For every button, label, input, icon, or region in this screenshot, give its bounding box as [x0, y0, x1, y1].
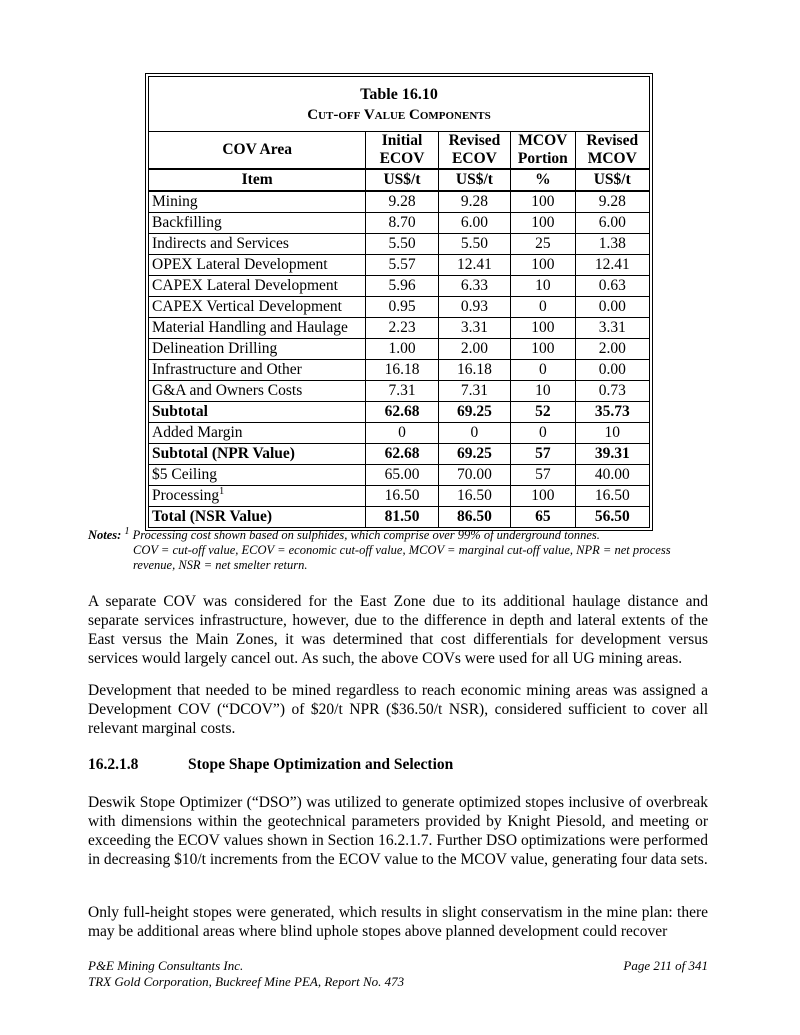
cell-item-text: Delineation Drilling — [152, 340, 278, 357]
table-row — [149, 381, 650, 402]
cell-item — [149, 318, 366, 339]
cell-mcov-portion — [511, 339, 575, 360]
paragraph-full-height-stopes: Only full-height stopes were generated, which results in slight conservatism in the mine plan: there may be additional areas where blind uphole stopes above planned development could recover — [88, 904, 708, 940]
cell-initial-ecov — [366, 444, 438, 465]
cell-revised-ecov — [438, 465, 510, 486]
cell-item — [149, 276, 366, 297]
cell-mcov-portion-text: 0 — [538, 298, 547, 315]
cell-revised-ecov — [438, 255, 510, 276]
cell-revised-mcov-text: 56.50 — [594, 508, 630, 525]
cell-mcov-portion-text: 25 — [535, 235, 551, 252]
cell-initial-ecov — [366, 423, 438, 444]
cell-item-text: Processing — [152, 487, 220, 504]
notes-line-2: COV = cut-off value, ECOV = economic cut-off value, MCOV = marginal cut-off value, NPR = net process — [133, 543, 671, 557]
cell-mcov-portion-text: 0 — [538, 361, 547, 378]
cell-initial-ecov — [366, 402, 438, 423]
cell-revised-mcov-text: 0.73 — [598, 382, 626, 399]
cell-mcov-portion — [511, 402, 575, 423]
cell-revised-mcov — [575, 213, 649, 234]
cell-mcov-portion — [511, 507, 575, 528]
cell-revised-mcov-text: 35.73 — [594, 403, 630, 420]
cell-revised-mcov-text: 16.50 — [594, 487, 630, 504]
cell-revised-mcov-text: 0.00 — [598, 361, 626, 378]
cell-item — [149, 423, 366, 444]
cell-initial-ecov-text: 0.95 — [388, 298, 416, 315]
header-text: MCOV — [518, 132, 568, 149]
footer-company: P&E Mining Consultants Inc. — [88, 958, 244, 973]
cell-mcov-portion-text: 100 — [531, 319, 555, 336]
header-mcov-portion — [511, 132, 575, 170]
cell-initial-ecov — [366, 486, 438, 507]
cell-item — [149, 381, 366, 402]
cell-mcov-portion-text: 10 — [535, 277, 551, 294]
cell-mcov-portion-text: 57 — [535, 466, 551, 483]
header-text: Revised — [448, 132, 501, 149]
cell-initial-ecov-text: 0 — [398, 424, 406, 441]
table-row — [149, 255, 650, 276]
header-text: ECOV — [452, 150, 497, 167]
table-row — [149, 297, 650, 318]
cell-revised-ecov — [438, 423, 510, 444]
notes-line-1 — [88, 525, 728, 543]
table-caption-number: Table 16.10 — [360, 86, 438, 103]
cell-initial-ecov-text: 8.70 — [388, 214, 416, 231]
table-row — [149, 318, 650, 339]
cell-item-text: Material Handling and Haulage — [152, 319, 348, 336]
cell-initial-ecov-text: 81.50 — [384, 508, 420, 525]
cell-mcov-portion — [511, 213, 575, 234]
cell-revised-ecov-text: 6.33 — [460, 277, 488, 294]
cell-item — [149, 234, 366, 255]
cell-revised-ecov-text: 7.31 — [460, 382, 488, 399]
cell-initial-ecov-text: 1.00 — [388, 340, 416, 357]
cell-revised-ecov — [438, 339, 510, 360]
table-row — [149, 486, 650, 507]
cell-item-text: CAPEX Vertical Development — [152, 298, 342, 315]
cell-revised-mcov — [575, 507, 649, 528]
cell-item-text: OPEX Lateral Development — [152, 256, 328, 273]
table-row — [149, 423, 650, 444]
cell-item — [149, 486, 366, 507]
cell-revised-mcov — [575, 360, 649, 381]
cell-revised-mcov — [575, 381, 649, 402]
cell-revised-mcov-text: 1.38 — [598, 235, 626, 252]
cell-revised-ecov-text: 16.50 — [456, 487, 492, 504]
cell-mcov-portion — [511, 297, 575, 318]
unit-item: Item — [149, 169, 366, 191]
cell-mcov-portion — [511, 255, 575, 276]
cell-initial-ecov — [366, 255, 438, 276]
cell-revised-mcov-text: 40.00 — [594, 466, 630, 483]
cell-revised-mcov-text: 0.00 — [598, 298, 626, 315]
cell-initial-ecov — [366, 360, 438, 381]
cell-revised-ecov-text: 9.28 — [460, 193, 488, 210]
cell-item-text: $5 Ceiling — [152, 466, 218, 483]
cell-item — [149, 191, 366, 213]
cell-revised-ecov-text: 16.18 — [456, 361, 492, 378]
cell-revised-ecov — [438, 234, 510, 255]
cell-revised-ecov — [438, 191, 510, 213]
cell-mcov-portion-text: 57 — [535, 445, 551, 462]
cell-initial-ecov-text: 7.31 — [388, 382, 416, 399]
cell-item — [149, 444, 366, 465]
header-text: Initial — [381, 132, 423, 149]
cut-off-value-table-frame — [145, 73, 653, 531]
cell-initial-ecov — [366, 276, 438, 297]
cell-initial-ecov-text: 2.23 — [388, 319, 416, 336]
table-body — [149, 191, 650, 528]
cell-mcov-portion-text: 0 — [538, 424, 547, 441]
cell-revised-ecov-text: 0 — [470, 424, 479, 441]
cell-item — [149, 465, 366, 486]
section-title: Stope Shape Optimization and Selection — [188, 756, 454, 773]
cell-item — [149, 297, 366, 318]
table-row — [149, 276, 650, 297]
header-revised-ecov — [438, 132, 510, 170]
table-row — [149, 507, 650, 528]
cell-revised-ecov-text: 70.00 — [456, 466, 492, 483]
cell-revised-ecov-text: 2.00 — [460, 340, 488, 357]
cell-revised-ecov — [438, 381, 510, 402]
table-caption-title: Cut-off Value Components — [307, 107, 491, 123]
cell-initial-ecov — [366, 191, 438, 213]
cell-revised-mcov-text: 9.28 — [598, 193, 626, 210]
header-initial-ecov — [366, 132, 438, 170]
cell-initial-ecov — [366, 381, 438, 402]
table-caption — [149, 77, 650, 132]
cell-mcov-portion — [511, 191, 575, 213]
cell-initial-ecov-text: 5.57 — [388, 256, 416, 273]
header-revised-mcov — [575, 132, 649, 170]
cell-mcov-portion-text: 10 — [535, 382, 551, 399]
unit-mcov-portion: % — [511, 169, 575, 191]
unit-initial-ecov: US$/t — [366, 169, 438, 191]
cell-item-text: CAPEX Lateral Development — [152, 277, 338, 294]
cell-mcov-portion — [511, 465, 575, 486]
cell-revised-ecov — [438, 444, 510, 465]
cell-revised-mcov-text: 39.31 — [594, 445, 630, 462]
cell-revised-mcov — [575, 297, 649, 318]
table-row — [149, 339, 650, 360]
cell-item — [149, 507, 366, 528]
cell-item-text: Mining — [152, 193, 198, 210]
cell-mcov-portion — [511, 444, 575, 465]
cell-mcov-portion — [511, 318, 575, 339]
notes-label: Notes: — [88, 528, 122, 542]
cell-revised-mcov-text: 6.00 — [598, 214, 626, 231]
table-row — [149, 213, 650, 234]
cell-revised-ecov — [438, 486, 510, 507]
cell-revised-ecov-text: 6.00 — [460, 214, 488, 231]
section-heading — [88, 756, 453, 774]
paragraph-east-zone: A separate COV was considered for the East Zone due to its additional haulage distance and separate services infrastructure, however, due to the difference in depth and lateral extents of the East versus the Main Zones, it was determined that cost differentials for development versus services would largely cancel out. As such, the above COVs were used for all UG mining areas. — [88, 593, 708, 667]
cell-revised-mcov — [575, 339, 649, 360]
header-cov-area: COV Area — [149, 132, 366, 170]
cell-revised-mcov — [575, 276, 649, 297]
cell-revised-ecov — [438, 402, 510, 423]
footnote-marker: 1 — [219, 485, 225, 497]
cell-revised-ecov — [438, 297, 510, 318]
cell-revised-ecov — [438, 276, 510, 297]
table-row — [149, 234, 650, 255]
cell-mcov-portion-text: 100 — [531, 193, 555, 210]
cell-initial-ecov-text: 62.68 — [384, 445, 420, 462]
cell-initial-ecov — [366, 339, 438, 360]
cell-revised-ecov-text: 69.25 — [456, 445, 492, 462]
cell-mcov-portion-text: 65 — [535, 508, 551, 525]
cell-item — [149, 213, 366, 234]
section-number: 16.2.1.8 — [88, 756, 139, 773]
table-row — [149, 402, 650, 423]
cell-initial-ecov — [366, 318, 438, 339]
cell-mcov-portion — [511, 360, 575, 381]
cell-mcov-portion — [511, 276, 575, 297]
cell-mcov-portion-text: 100 — [531, 214, 555, 231]
cell-initial-ecov — [366, 465, 438, 486]
unit-revised-ecov: US$/t — [438, 169, 510, 191]
cell-item-text: G&A and Owners Costs — [152, 382, 303, 399]
table-row — [149, 360, 650, 381]
cell-item-text: Indirects and Services — [152, 235, 289, 252]
cell-initial-ecov — [366, 234, 438, 255]
cell-initial-ecov-text: 16.50 — [384, 487, 420, 504]
notes-text-1: Processing cost shown based on sulphides, which comprise over 99% of underground tonnes. — [132, 528, 600, 542]
cell-mcov-portion-text: 100 — [531, 256, 555, 273]
cell-revised-mcov — [575, 234, 649, 255]
cell-revised-ecov — [438, 318, 510, 339]
cell-item-text: Subtotal — [152, 403, 208, 420]
cell-initial-ecov-text: 62.68 — [384, 403, 420, 420]
cell-mcov-portion-text: 100 — [531, 487, 555, 504]
cell-item — [149, 255, 366, 276]
cell-revised-ecov-text: 86.50 — [456, 508, 492, 525]
cell-revised-mcov — [575, 191, 649, 213]
cell-revised-mcov-text: 12.41 — [594, 256, 630, 273]
cell-item-text: Infrastructure and Other — [152, 361, 302, 378]
cell-revised-mcov — [575, 402, 649, 423]
table-row — [149, 465, 650, 486]
cell-revised-ecov — [438, 507, 510, 528]
cell-initial-ecov-text: 16.18 — [384, 361, 420, 378]
paragraph-dso: Deswik Stope Optimizer (“DSO”) was utilized to generate optimized stopes inclusive of overbreak with dimensions within the geotechnical parameters provided by Knight Piesold, and meeting or exceeding the ECOV values shown in Section 16.2.1.7. Further DSO optimizations were performed in decreasing $10/t increments from the ECOV value to the MCOV value, generating four data sets. — [88, 794, 708, 868]
cell-revised-mcov-text: 10 — [604, 424, 620, 441]
unit-revised-mcov: US$/t — [575, 169, 649, 191]
cell-initial-ecov-text: 9.28 — [388, 193, 416, 210]
page-footer — [88, 958, 708, 990]
cell-initial-ecov-text: 5.96 — [388, 277, 416, 294]
cell-item — [149, 339, 366, 360]
header-text: ECOV — [379, 150, 425, 167]
paragraph-development-cov: Development that needed to be mined regardless to reach economic mining areas was assigned a Development COV (“DCOV”) of $20/t NPR ($36.50/t NSR), considered sufficient to cover all relevant marginal costs. — [88, 682, 708, 737]
cell-mcov-portion — [511, 234, 575, 255]
cell-mcov-portion — [511, 423, 575, 444]
cell-item-text: Backfilling — [152, 214, 222, 231]
cell-mcov-portion-text: 100 — [531, 340, 555, 357]
cell-mcov-portion — [511, 486, 575, 507]
cell-revised-mcov — [575, 465, 649, 486]
cell-mcov-portion-text: 52 — [535, 403, 551, 420]
cell-initial-ecov — [366, 507, 438, 528]
cell-revised-ecov-text: 3.31 — [460, 319, 488, 336]
cell-revised-mcov — [575, 486, 649, 507]
table-row — [149, 191, 650, 213]
cell-initial-ecov-text: 65.00 — [384, 466, 420, 483]
cell-revised-mcov — [575, 255, 649, 276]
table-row — [149, 444, 650, 465]
notes-superscript: 1 — [124, 525, 130, 537]
cell-revised-mcov-text: 2.00 — [598, 340, 626, 357]
cell-revised-mcov-text: 0.63 — [598, 277, 626, 294]
cell-revised-ecov-text: 69.25 — [456, 403, 492, 420]
table-notes — [88, 525, 728, 573]
cell-item — [149, 402, 366, 423]
header-text: MCOV — [587, 150, 637, 167]
footer-report: TRX Gold Corporation, Buckreef Mine PEA, Report No. 473 — [88, 974, 405, 989]
cell-revised-ecov-text: 0.93 — [460, 298, 488, 315]
cell-item-text: Subtotal (NPR Value) — [152, 445, 295, 462]
notes-line-3: revenue, NSR = net smelter return. — [133, 558, 308, 572]
cell-initial-ecov — [366, 297, 438, 318]
header-text: Revised — [586, 132, 639, 149]
cut-off-value-table — [148, 76, 650, 528]
cell-revised-ecov — [438, 213, 510, 234]
cell-revised-mcov — [575, 423, 649, 444]
cell-item-text: Added Margin — [152, 424, 243, 441]
footer-page-number: Page 211 of 341 — [623, 958, 708, 973]
cell-item-text: Total (NSR Value) — [152, 508, 273, 525]
cell-revised-mcov — [575, 318, 649, 339]
cell-initial-ecov — [366, 213, 438, 234]
header-text: Portion — [517, 150, 568, 167]
cell-initial-ecov-text: 5.50 — [388, 235, 416, 252]
cell-revised-ecov-text: 12.41 — [456, 256, 492, 273]
cell-revised-ecov-text: 5.50 — [460, 235, 488, 252]
cell-revised-mcov — [575, 444, 649, 465]
cell-revised-ecov — [438, 360, 510, 381]
cell-revised-mcov-text: 3.31 — [598, 319, 626, 336]
cell-mcov-portion — [511, 381, 575, 402]
cell-item — [149, 360, 366, 381]
